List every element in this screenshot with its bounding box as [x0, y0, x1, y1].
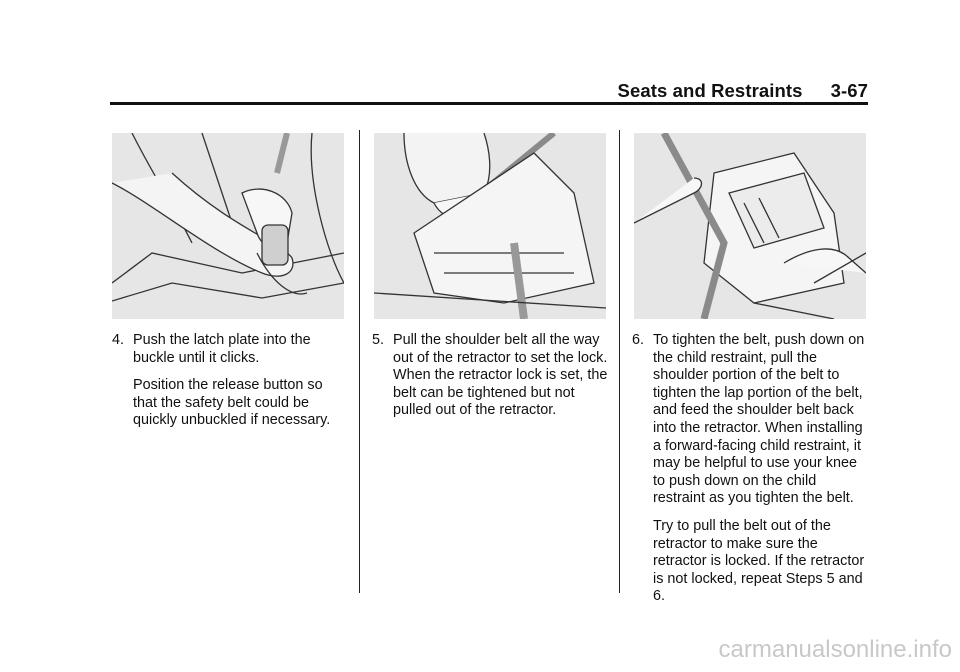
latch-plate-illustration [112, 133, 344, 319]
step-number: 4. [112, 332, 125, 348]
column-divider-1 [359, 130, 360, 593]
column-divider-2 [619, 130, 620, 593]
step-note: Try to pull the belt out of the retractor to make sure the retractor is locked. If the retractor is not locked, repeat Steps 5 and 6. [653, 517, 865, 605]
step-note: Position the release button so that the safety belt could be quickly unbuckled if necessary. [133, 377, 331, 429]
column-step-6 [632, 332, 872, 606]
step-number: 5. [372, 332, 385, 348]
step-text: Push the latch plate into the buckle until it clicks. [133, 332, 311, 366]
page-header [610, 80, 868, 102]
step-number: 6. [632, 332, 645, 348]
step-item [112, 332, 344, 367]
step-item [372, 332, 612, 420]
step-text: Pull the shoulder belt all the way out of the retractor to set the lock. When the retractor lock is set, the belt can be tightened but not pulled out of the retractor. [393, 332, 608, 419]
page-number: 3-67 [830, 80, 868, 101]
step-text: To tighten the belt, push down on the child restraint, pull the shoulder portion of the belt to tighten the lap portion of the belt, and feed the shoulder belt back into the retractor. When installing a forward-facing child restraint, it may be helpful to use your knee to push down on the child restraint as you tighten the belt. [653, 332, 865, 507]
step-item [632, 332, 872, 508]
watermark: carmanualsonline.info [718, 636, 952, 663]
column-step-4 [112, 332, 344, 430]
shoulder-belt-illustration [374, 133, 606, 319]
section-title: Seats and Restraints [617, 80, 803, 101]
header-rule [110, 102, 868, 105]
child-restraint-illustration [634, 133, 866, 319]
column-step-5 [372, 332, 612, 420]
